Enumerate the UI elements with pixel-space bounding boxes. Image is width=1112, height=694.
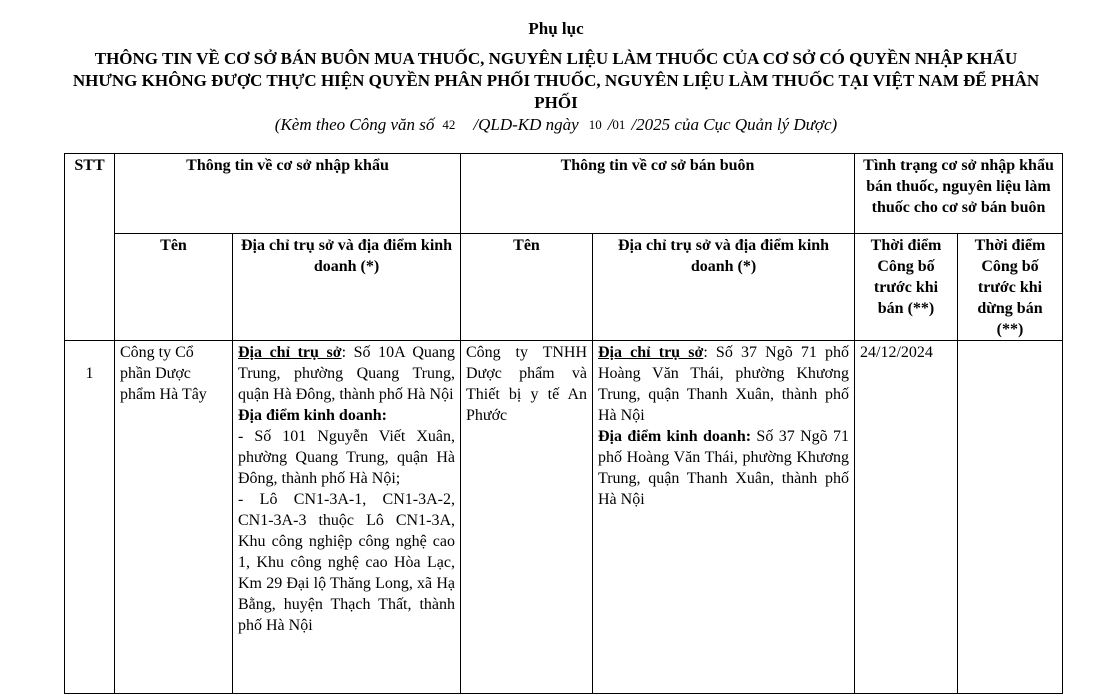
header-status-group: Tình trạng cơ sở nhập khẩu bán thuốc, nguyên liệu làm thuốc cho cơ sở bán buôn bbox=[855, 154, 1063, 234]
doc-day: 10 bbox=[588, 117, 602, 132]
header-importer-address: Địa chỉ trụ sở và địa điểm kinh doanh (*) bbox=[233, 234, 461, 341]
document-subtitle bbox=[0, 114, 1112, 136]
appendix-label: Phụ lục bbox=[528, 19, 584, 38]
cell-importer-address bbox=[233, 341, 461, 694]
wholesaler-biz bbox=[598, 426, 849, 510]
header-importer-name: Tên bbox=[115, 234, 233, 341]
importer-hq-label: Địa chỉ trụ sở bbox=[238, 344, 342, 361]
cell-time-before-sale: 24/12/2024 bbox=[855, 341, 958, 694]
importer-biz-2: - Lô CN1-3A-1, CN1-3A-2, CN1-3A-3 thuộc Lô CN1-3A, Khu công nghiệp công nghệ cao 1, Khu công nghệ cao Hòa Lạc, Km 29 Đại lộ Thăng Long, xã Hạ Bằng, huyện Thạch Thất, thành phố Hà Nội bbox=[238, 491, 455, 634]
cell-wholesaler-name: Công ty TNHH Dược phẩm và Thiết bị y tế An Phước bbox=[461, 341, 593, 694]
header-row-group bbox=[65, 154, 1063, 234]
importer-hq-value: : Số 10A Quang Trung, phường Quang Trung, quận Hà Đông, thành phố Hà Nội bbox=[238, 344, 455, 403]
header-time-before-sale: Thời điểm Công bố trước khi bán (**) bbox=[855, 234, 958, 341]
header-wholesaler-name: Tên bbox=[461, 234, 593, 341]
cell-importer-name: Công ty Cổ phần Dược phẩm Hà Tây bbox=[115, 341, 233, 694]
cell-stt: 1 bbox=[65, 341, 115, 694]
wholesaler-hq-label: Địa chỉ trụ sở bbox=[598, 344, 704, 361]
doc-month: 01 bbox=[612, 117, 626, 132]
header-wholesaler-address: Địa chỉ trụ sở và địa điểm kinh doanh (*) bbox=[593, 234, 855, 341]
header-importer-group: Thông tin về cơ sở nhập khẩu bbox=[115, 154, 461, 234]
wholesale-info-table bbox=[64, 153, 1063, 694]
wholesaler-biz-label: Địa điểm kinh doanh: bbox=[598, 428, 752, 445]
cell-time-before-stop bbox=[958, 341, 1063, 694]
wholesaler-hq bbox=[598, 342, 849, 426]
subtitle-code: /QLD-KD ngày bbox=[473, 115, 579, 134]
subtitle-suffix: /2025 của Cục Quản lý Dược) bbox=[631, 115, 838, 134]
importer-biz-label: Địa điểm kinh doanh: bbox=[238, 407, 387, 424]
header-stt: STT bbox=[65, 154, 115, 341]
doc-number: 42 bbox=[442, 117, 456, 132]
header-time-before-stop: Thời điểm Công bố trước khi dừng bán (**) bbox=[958, 234, 1063, 341]
wholesaler-hq-value: : Số 37 Ngõ 71 phố Hoàng Văn Thái, phường Khương Trung, quận Thanh Xuân, thành phố Hà Nội bbox=[598, 344, 849, 424]
header-row-columns bbox=[65, 234, 1063, 341]
table-row bbox=[65, 341, 1063, 694]
wholesaler-biz-value: Số 37 Ngõ 71 phố Hoàng Văn Thái, phường Khương Trung, quận Thanh Xuân, thành phố Hà Nội bbox=[598, 428, 850, 508]
date-separator: / bbox=[607, 115, 613, 134]
header-wholesaler-group: Thông tin về cơ sở bán buôn bbox=[461, 154, 855, 234]
document-heading: THÔNG TIN VỀ CƠ SỞ BÁN BUÔN MUA THUỐC, NGUYÊN LIỆU LÀM THUỐC CỦA CƠ SỞ CÓ QUYỀN NHẬP KHẨU NHƯNG KHÔNG ĐƯỢC THỰC HIỆN QUYỀN PHÂN PHỐI THUỐC, NGUYÊN LIỆU LÀM THUỐC TẠI VIỆT NAM ĐỂ PHÂN PHỐI bbox=[72, 49, 1040, 112]
cell-wholesaler-address bbox=[593, 341, 855, 694]
subtitle-prefix: (Kèm theo Công văn số bbox=[274, 115, 435, 134]
importer-hq bbox=[238, 342, 455, 405]
importer-biz-1: - Số 101 Nguyễn Viết Xuân, phường Quang Trung, quận Hà Đông, thành phố Hà Nội; bbox=[238, 428, 455, 487]
